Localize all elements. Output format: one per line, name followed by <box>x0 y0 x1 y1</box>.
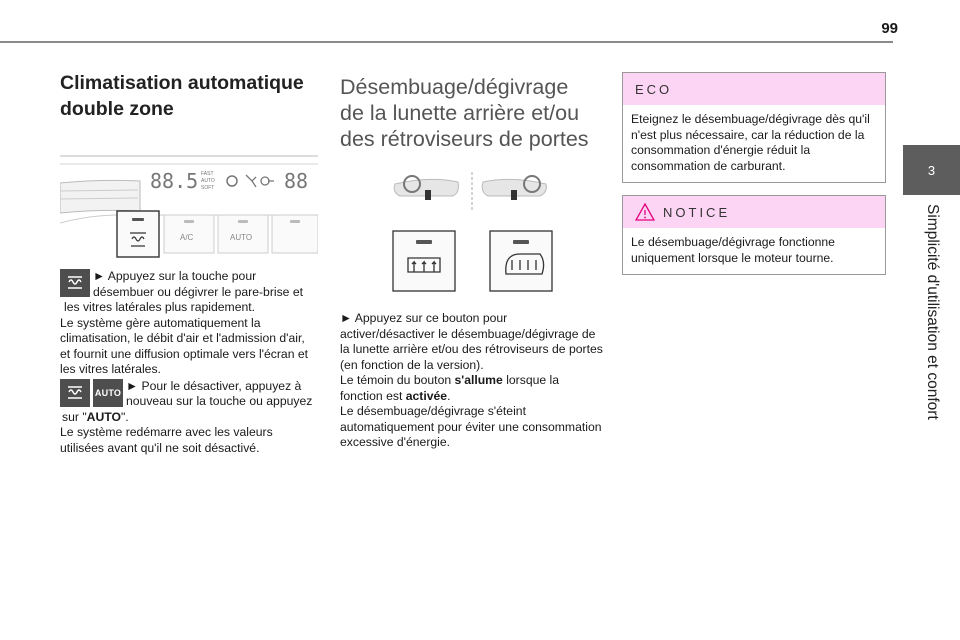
indicator-note <box>340 373 605 404</box>
page-number: 99 <box>881 20 898 37</box>
notice-text: Le désembuage/dégivrage fonctionne uniquement lorsque le moteur tourne. <box>631 235 835 265</box>
air-direction-icon <box>246 175 256 187</box>
instruction-block-1 <box>60 269 318 378</box>
front-defrost-button-icon <box>60 269 90 297</box>
fan-mode-auto: AUTO <box>201 178 215 184</box>
instruction-block-2 <box>60 379 318 457</box>
chapter-tab[interactable] <box>903 145 960 195</box>
eco-text: Eteignez le désembuage/dégivrage dès qu'il n'est plus nécessaire, car la réduction de la consommation d'énergie réduit la consommation de carburant. <box>631 112 870 173</box>
defrost-button-highlight <box>117 211 159 257</box>
notice-title: NOTICE <box>663 204 731 220</box>
rear-defrost-text <box>340 311 605 451</box>
auto-off-note: Le désembuage/dégivrage s'éteint automatiquement pour éviter une consommation excessive d'énergie. <box>340 404 602 449</box>
fan-icon <box>261 177 274 185</box>
title-line-1: Désembuage/dégivrage <box>340 75 569 99</box>
eco-title: ECO <box>635 81 673 97</box>
climate-panel-illustration <box>60 153 318 261</box>
rear-defrost-illustration <box>340 166 605 294</box>
section-title-rear-defrost <box>340 74 605 152</box>
instruction-text-1: ► Appuyez sur la touche pour désembuer ou dégivrer le pare-brise et les vitres latérales plus rapidement. <box>64 269 304 314</box>
indicator-on-keyword: s'allume <box>454 373 503 387</box>
instruction-text-2a: ► Pour le désactiver, appuyez à nouveau sur la touche ou appuyez sur " <box>62 378 313 424</box>
restart-note: Le système redémarre avec les valeurs utilisées avant qu'il ne soit désactivé. <box>60 425 273 455</box>
system-description: Le système gère automatiquement la climatisation, le débit d'air et l'admission d'air, et fournit une diffusion optimale vers l'écran et les vitres latérales. <box>60 315 309 376</box>
instruction-text-2c: ". <box>120 409 129 424</box>
title-line-2: de la lunette arrière et/ou <box>340 101 580 125</box>
chapter-title <box>912 204 952 534</box>
title-line-2: double zone <box>60 98 174 120</box>
auto-keyword: AUTO <box>86 409 121 424</box>
eco-box <box>622 72 886 183</box>
column-notes <box>622 72 886 287</box>
ac-button-label: A/C <box>180 233 194 242</box>
notice-header <box>623 196 885 228</box>
chapter-number: 3 <box>927 162 936 178</box>
section-title-climate <box>60 70 318 122</box>
fan-mode-soft: SOFT <box>201 185 215 191</box>
temp-display-right: 88 <box>284 169 309 193</box>
notice-box <box>622 195 886 275</box>
header-divider <box>0 41 893 43</box>
front-defrost-button-icon-2 <box>60 379 90 407</box>
column-rear-defrost <box>340 74 605 451</box>
activated-keyword: activée <box>405 388 448 403</box>
column-climate <box>60 70 318 456</box>
temp-display: 88.5 <box>150 169 199 193</box>
indicator-note-a: Le témoin du bouton <box>340 373 455 387</box>
warning-icon <box>635 203 655 221</box>
auto-button-icon: AUTO <box>93 379 123 407</box>
eco-header <box>623 73 885 105</box>
indicator-note-b: lorsque la fonction est <box>340 373 560 403</box>
recirc-icon <box>227 176 237 186</box>
title-line-3: des rétroviseurs de portes <box>340 127 589 151</box>
title-line-1: Climatisation automatique <box>60 72 304 94</box>
rear-defrost-instruction: ► Appuyez sur ce bouton pour activer/désactiver le désembuage/dégivrage de la lunette arrière et/ou des rétroviseurs de portes (en fonction de la version). <box>340 311 603 372</box>
chapter-title-text: Simplicité d'utilisation et confort <box>924 204 941 420</box>
fan-mode-fast: FAST <box>201 171 214 177</box>
indicator-note-c: . <box>447 388 451 403</box>
auto-button-label: AUTO <box>230 233 253 242</box>
